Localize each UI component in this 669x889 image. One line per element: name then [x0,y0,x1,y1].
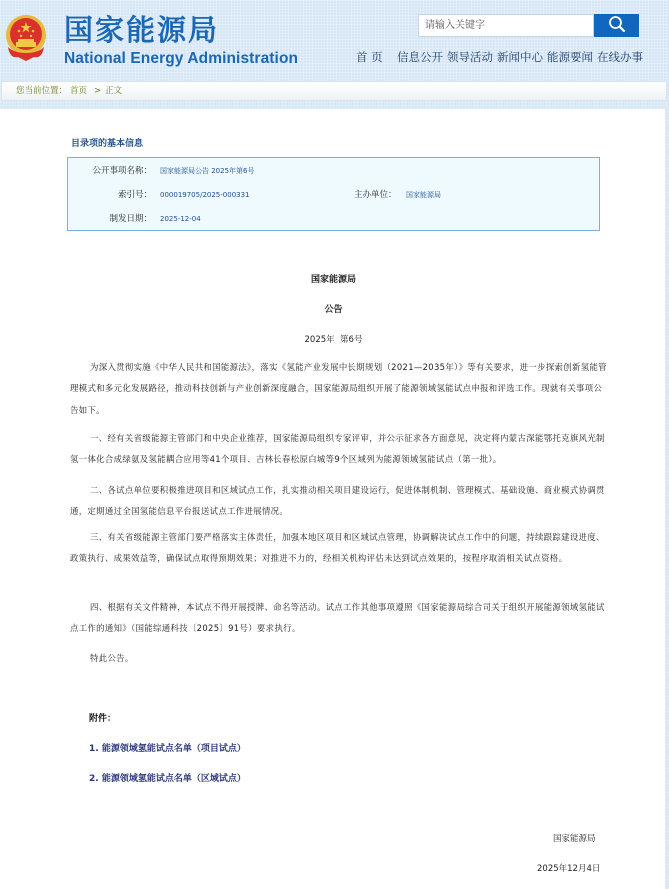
document-issuer: 国家能源局 [310,275,356,285]
info-value-name: 国家能源局公告 2025年第6号 [160,167,255,175]
site-title-english[interactable]: National Energy Administration [64,50,299,67]
info-section-title: 目录项的基本信息 [71,139,144,149]
nav-item-info-disclosure[interactable]: 信息公开 [397,50,443,64]
info-label-date: 制发日期： [109,214,152,224]
breadcrumb [1,81,667,101]
nav-item-energy-news[interactable]: 能源要闻 [547,50,593,64]
nav-item-online-services[interactable]: 在线办事 [597,50,643,64]
signature-issuer: 国家能源局 [553,834,596,844]
document-number: 2025年 第6号 [304,335,363,345]
info-label-name: 公开事项名称： [92,166,152,176]
paragraph-3: 三、有关省级能源主管部门要严格落实主体责任，加强本地区项目和区域试点管理，协调解决试点工作中的问题，持续跟踪建设进度、政策执行、成果效益等，确保试点取得预期效果；对推进不力的，经相关机构评估未达到试点效果的，按程序取消相关试点资格。 [70,532,605,564]
info-label-org: 主办单位： [354,190,397,200]
document-type: 公告 [324,305,343,315]
nav-item-leadership[interactable]: 领导活动 [447,50,493,64]
paragraph-4: 四、根据有关文件精神，本试点不得开展授牌、命名等活动。试点工作其他事项遵照《国家能源局综合司关于组织开展能源领域氢能试点工作的通知》（国能综通科技〔2025〕91号）要求执行。 [70,602,605,634]
site-title-chinese[interactable]: 国家能源局 [64,13,220,47]
search-icon [608,15,626,37]
breadcrumb-current: 正文 [105,86,123,96]
search-input[interactable]: 请输入关键字 [418,14,594,37]
attachment-link-regional-pilots[interactable]: 2. 能源领域氢能试点名单（区域试点） [89,774,246,784]
main-nav [0,49,669,65]
info-box [67,157,600,231]
signature-date: 2025年12月4日 [537,864,601,874]
paragraph-closing: 特此公告。 [90,653,134,663]
search-button[interactable] [594,14,639,37]
paragraph-1: 一、经有关省级能源主管部门和中央企业推荐，国家能源局组织专家评审，并公示征求各方面意见，决定将内蒙古深能鄂托克旗风光制氢一体化合成绿氨及氢能耦合应用等41个项目、吉林长春松原白城等9个区域列为能源领域氢能试点（第一批）。 [70,433,605,465]
paragraph-intro: 为深入贯彻实施《中华人民共和国能源法》，落实《氢能产业发展中长期规划（2021—2035年）》等有关要求，进一步探索创新氢能管理模式和多元化发展路径，推动科技创新与产业创新深度融合，国家能源局组织开展了能源领域氢能试点申报和评选工作。现就有关事项公告如下。 [70,362,607,415]
attachment-link-project-pilots[interactable]: 1. 能源领域氢能试点名单（项目试点） [89,744,246,754]
paragraph-2: 二、各试点单位要积极推进项目和区域试点工作，扎实推动相关项目建设运行，促进体制机制、管理模式、基础设施、商业模式协调贯通，定期通过全国氢能信息平台报送试点工作进展情况。 [70,485,605,517]
breadcrumb-home[interactable]: 首页 [70,86,88,96]
info-value-index: 000019705/2025-000331 [160,191,250,199]
info-value-date: 2025-12-04 [160,215,201,223]
info-value-org: 国家能源局 [406,191,441,199]
nav-item-news-center[interactable]: 新闻中心 [497,50,543,64]
breadcrumb-separator: > [94,86,102,96]
attachments-title: 附件： [89,714,117,724]
nav-item-home[interactable]: 首 页 [356,50,383,64]
site-header [0,0,669,78]
info-label-index: 索引号： [117,190,152,200]
breadcrumb-prefix: 您当前位置： [16,86,68,96]
